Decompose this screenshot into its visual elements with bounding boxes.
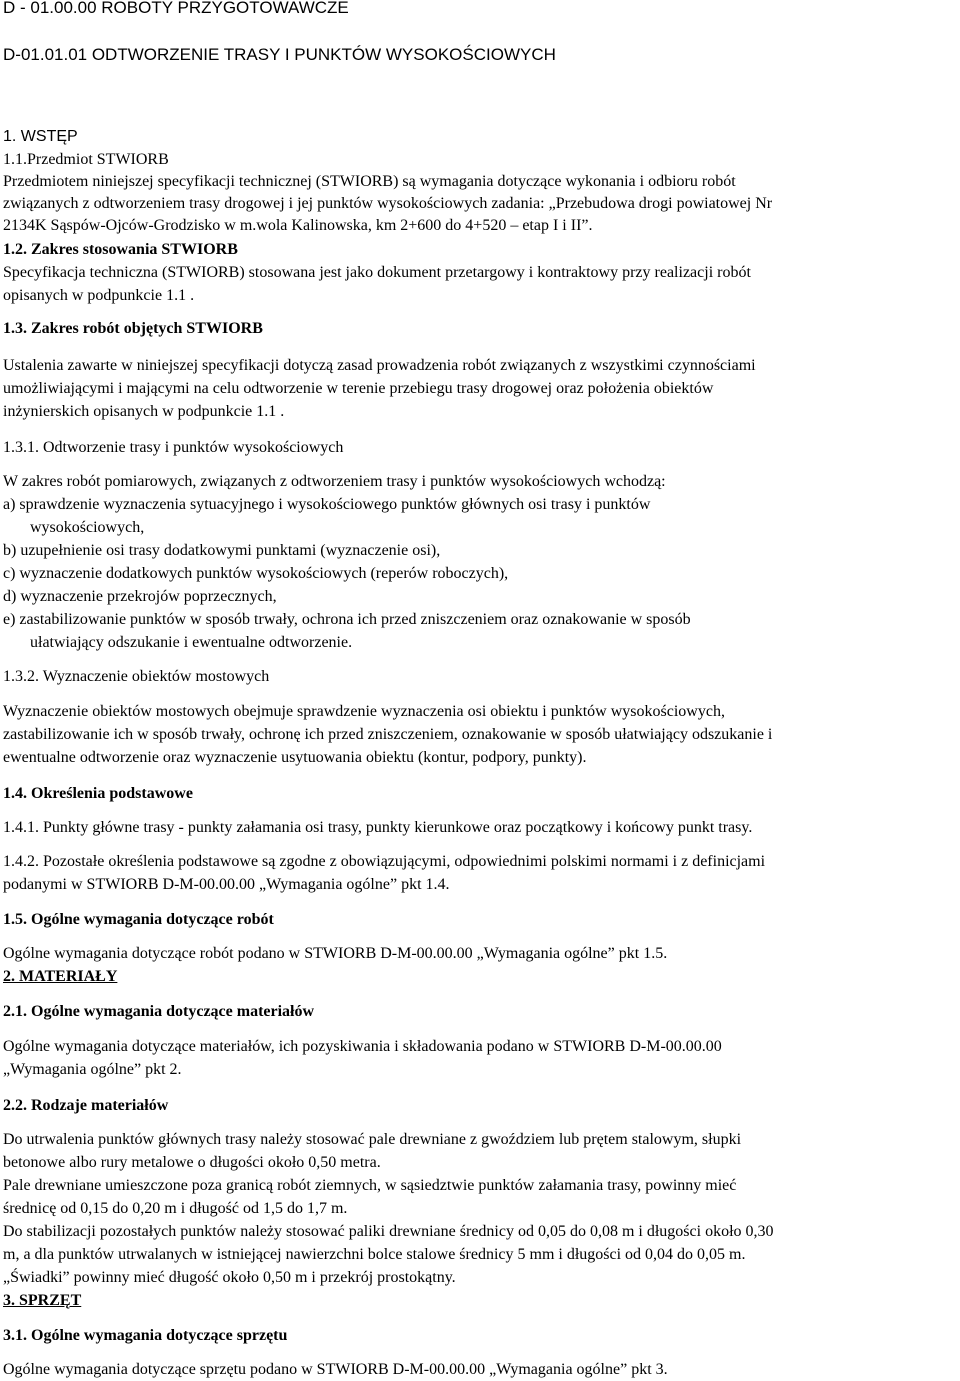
section-1-4-2-text: 1.4.2. Pozostałe określenia podstawowe są zgodne z obowiązującymi, odpowiednimi polskimi normami i z definicjami (3, 853, 766, 870)
section-2-2-text: „Świadki” powinny mieć długość około 0,50 m i przekrój prostokątny. (3, 1269, 456, 1286)
section-1-5-text: Ogólne wymagania dotyczące robót podano w STWIORB D-M-00.00.00 „Wymagania ogólne” pkt 1.5. (3, 945, 668, 962)
list-item-continuation: ułatwiający odszukanie i ewentualne odtworzenie. (30, 634, 353, 651)
section-2-2-text: Pale drewniane umieszczone poza granicą robót ziemnych, w sąsiedztwie punktów załamania trasy, powinny mieć (3, 1177, 737, 1194)
section-2-1-text: Ogólne wymagania dotyczące materiałów, ich pozyskiwania i składowania podano w STWIORB D-M-00.00.00 (3, 1038, 722, 1055)
section-1-1-text: Przedmiotem niniejszej specyfikacji technicznej (STWIORB) są wymagania dotyczące wykonania i odbioru robót (3, 173, 736, 190)
section-1-3-text: Ustalenia zawarte w niniejszej specyfikacji dotyczą zasad prowadzenia robót związanych z wszystkimi czynnościami (3, 357, 756, 374)
section-1-heading: 1. WSTĘP (3, 128, 78, 145)
section-1-5-heading: 1.5. Ogólne wymagania dotyczące robót (3, 911, 274, 928)
section-1-3-text: inżynierskich opisanych w podpunkcie 1.1 . (3, 403, 285, 420)
section-2-2-text: Do utrwalenia punktów głównych trasy należy stosować pale drewniane z gwoździem lub prętem stalowym, słupki (3, 1131, 742, 1148)
section-1-3-1-heading: 1.3.1. Odtworzenie trasy i punktów wysokościowych (3, 439, 344, 456)
section-2-1-text: „Wymagania ogólne” pkt 2. (3, 1061, 182, 1078)
section-1-3-heading: 1.3. Zakres robót objętych STWIORB (3, 320, 263, 337)
section-2-2-heading: 2.2. Rodzaje materiałów (3, 1097, 169, 1114)
section-1-2-heading: 1.2. Zakres stosowania STWIORB (3, 241, 238, 258)
list-item: d) wyznaczenie przekrojów poprzecznych, (3, 588, 277, 605)
section-1-4-heading: 1.4. Określenia podstawowe (3, 785, 193, 802)
section-2-heading: 2. MATERIAŁY (3, 968, 118, 985)
section-header: D - 01.00.00 ROBOTY PRZYGOTOWAWCZE (3, 0, 349, 17)
list-item: c) wyznaczenie dodatkowych punktów wysokościowych (reperów roboczych), (3, 565, 509, 582)
section-3-1-heading: 3.1. Ogólne wymagania dotyczące sprzętu (3, 1327, 288, 1344)
section-1-3-text: umożliwiającymi i mającymi na celu odtworzenie w terenie przebiegu trasy drogowej oraz położenia obiektów (3, 380, 714, 397)
section-1-1-heading: 1.1.Przedmiot STWIORB (3, 151, 169, 168)
section-1-3-2-text: zastabilizowanie ich w sposób trwały, ochronę ich przed zniszczeniem, oznakowanie w sposób ułatwiający odszukanie i (3, 726, 773, 743)
section-2-2-text: średnicę od 0,15 do 0,20 m i długość od 1,5 do 1,7 m. (3, 1200, 348, 1217)
section-2-2-text: betonowe albo rury metalowe o długości około 0,50 metra. (3, 1154, 381, 1171)
section-1-3-2-text: Wyznaczenie obiektów mostowych obejmuje sprawdzenie wyznaczenia osi obiektu i punktów wysokościowych, (3, 703, 725, 720)
section-1-3-2-heading: 1.3.2. Wyznaczenie obiektów mostowych (3, 668, 270, 685)
section-1-3-1-intro: W zakres robót pomiarowych, związanych z odtworzeniem trasy i punktów wysokościowych wchodzą: (3, 473, 666, 490)
section-1-1-text: 2134K Sąspów-Ojców-Grodzisko w m.wola Kalinowska, km 2+600 do 4+520 – etap I i II”. (3, 217, 593, 234)
section-1-2-text: opisanych w podpunkcie 1.1 . (3, 287, 195, 304)
list-item: b) uzupełnienie osi trasy dodatkowymi punktami (wyznaczenie osi), (3, 542, 441, 559)
section-1-4-2-text: podanymi w STWIORB D-M-00.00.00 „Wymagania ogólne” pkt 1.4. (3, 876, 450, 893)
section-2-2-text: m, a dla punktów utrwalanych w istniejącej nawierzchni bolce stalowe średnicy 5 mm i długości od 0,04 do 0,05 m. (3, 1246, 746, 1263)
document-title: D-01.01.01 ODTWORZENIE TRASY I PUNKTÓW WYSOKOŚCIOWYCH (3, 45, 556, 64)
list-item: e) zastabilizowanie punktów w sposób trwały, ochrona ich przed zniszczeniem oraz oznakowanie w sposób (3, 611, 691, 628)
section-2-2-text: Do stabilizacji pozostałych punktów należy stosować paliki drewniane średnicy od 0,05 do 0,08 m i długości około 0,30 (3, 1223, 774, 1240)
section-3-heading: 3. SPRZĘT (3, 1292, 82, 1309)
section-1-4-1-text: 1.4.1. Punkty główne trasy - punkty załamania osi trasy, punkty kierunkowe oraz początkowy i końcowy punkt trasy. (3, 819, 753, 836)
section-1-3-2-text: ewentualne odtworzenie oraz wyznaczenie usytuowania obiektu (kontur, podpory, punkty). (3, 749, 587, 766)
section-3-1-text: Ogólne wymagania dotyczące sprzętu podano w STWIORB D-M-00.00.00 „Wymagania ogólne” pkt 3. (3, 1361, 668, 1378)
section-1-2-text: Specyfikacja techniczna (STWIORB) stosowana jest jako dokument przetargowy i kontraktowy przy realizacji robót (3, 264, 751, 281)
list-item: a) sprawdzenie wyznaczenia sytuacyjnego i wysokościowego punktów głównych osi trasy i punktów (3, 496, 651, 513)
section-1-1-text: związanych z odtworzeniem trasy drogowej i jej punktów wysokościowych zadania: „Przebudowa drogi powiatowej Nr (3, 195, 773, 212)
list-item-continuation: wysokościowych, (30, 519, 145, 536)
section-2-1-heading: 2.1. Ogólne wymagania dotyczące materiałów (3, 1003, 315, 1020)
